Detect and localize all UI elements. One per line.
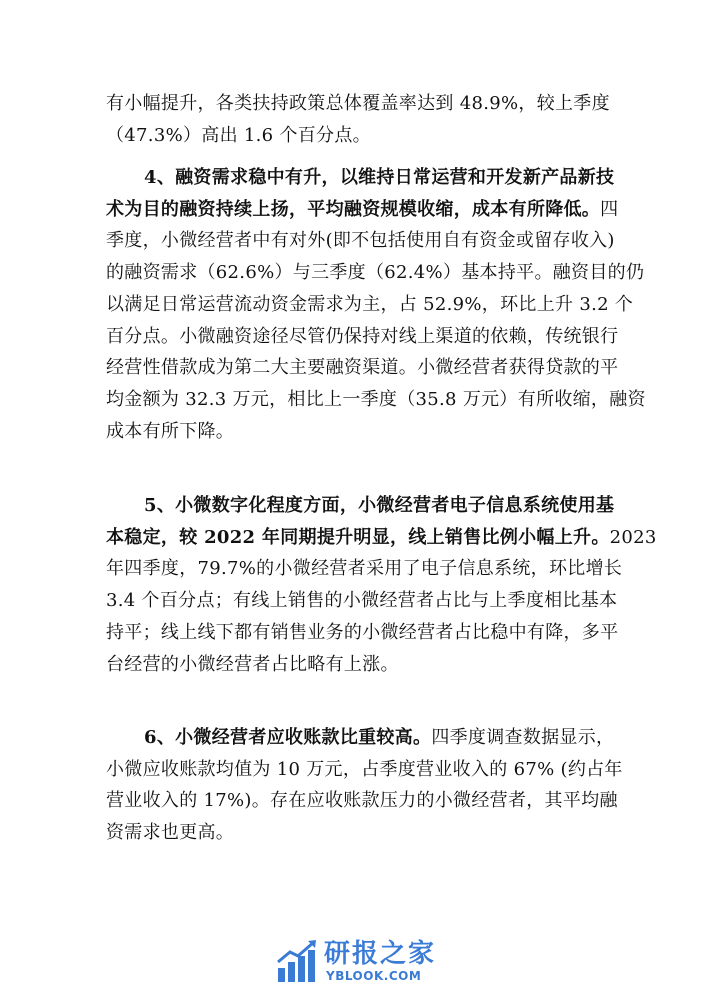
text-fragment: 四季度调查数据显示， <box>431 727 615 748</box>
text-line: 3.4 个百分点；有线上销售的小微经营者占比与上季度相比基本 <box>106 590 618 612</box>
text-line: 均金额为 32.3 万元，相比上一季度（35.8 万元）有所收缩，融资 <box>106 388 646 410</box>
paragraph-policy-coverage <box>106 88 610 151</box>
section-4-heading-line: 术为目的融资持续上扬，平均融资规模收缩，成本有所降低。 <box>106 198 601 220</box>
watermark-title: 研报之家 <box>324 939 437 969</box>
paragraph-section-5-digitalization <box>106 490 657 680</box>
text-line: 成本有所下降。 <box>106 420 235 442</box>
section-4-heading-line: 4、融资需求稳中有升，以维持日常运营和开发新产品新技 <box>144 167 615 188</box>
text-line: 以满足日常运营流动资金需求为主，占 52.9%，环比上升 3.2 个 <box>106 293 634 315</box>
text-line: 经营性借款成为第二大主要融资渠道。小微经营者获得贷款的平 <box>106 357 619 379</box>
section-5-heading-line: 5、小微数字化程度方面，小微经营者电子信息系统使用基 <box>144 495 615 516</box>
section-5-heading-line: 本稳定，较 2022 年同期提升明显，线上销售比例小幅上升。 <box>106 526 610 548</box>
text-fragment: 2023 <box>609 526 657 548</box>
watermark-url: YBLOOK.COM <box>326 969 422 983</box>
paragraph-section-4-financing <box>106 162 646 447</box>
text-line: 营业收入的 17%)。存在应收账款压力的小微经营者，其平均融 <box>106 790 618 812</box>
text-line: 年四季度，79.7%的小微经营者采用了电子信息系统，环比增长 <box>106 558 623 580</box>
text-line <box>106 722 615 754</box>
text-line: 小微应收账款均值为 10 万元，占季度营业收入的 67% (约占年 <box>106 758 623 780</box>
text-line <box>106 194 619 226</box>
watermark-logo <box>276 938 466 986</box>
text-line: 百分点。小微融资途径尽管仍保持对线上渠道的依赖，传统银行 <box>106 325 619 347</box>
text-line: 的融资需求（62.6%）与三季度（62.4%）基本持平。融资目的仍 <box>106 262 645 284</box>
bar-chart-arrow-icon <box>276 938 320 984</box>
text-line: 资需求也更高。 <box>106 822 235 844</box>
text-line: 持平；线上线下都有销售业务的小微经营者占比稳中有降，多平 <box>106 621 619 643</box>
text-fragment: 四 <box>600 198 619 220</box>
section-6-heading: 6、小微经营者应收账款比重较高。 <box>144 727 432 748</box>
paragraph-section-6-receivables <box>106 722 623 849</box>
text-line <box>106 522 657 554</box>
text-line: 季度，小微经营者中有对外(即不包括使用自有资金或留存收入) <box>106 230 615 252</box>
text-line: 台经营的小微经营者占比略有上涨。 <box>106 653 399 675</box>
text-line: （47.3%）高出 1.6 个百分点。 <box>106 124 371 146</box>
text-line: 有小幅提升，各类扶持政策总体覆盖率达到 48.9%，较上季度 <box>106 93 610 114</box>
